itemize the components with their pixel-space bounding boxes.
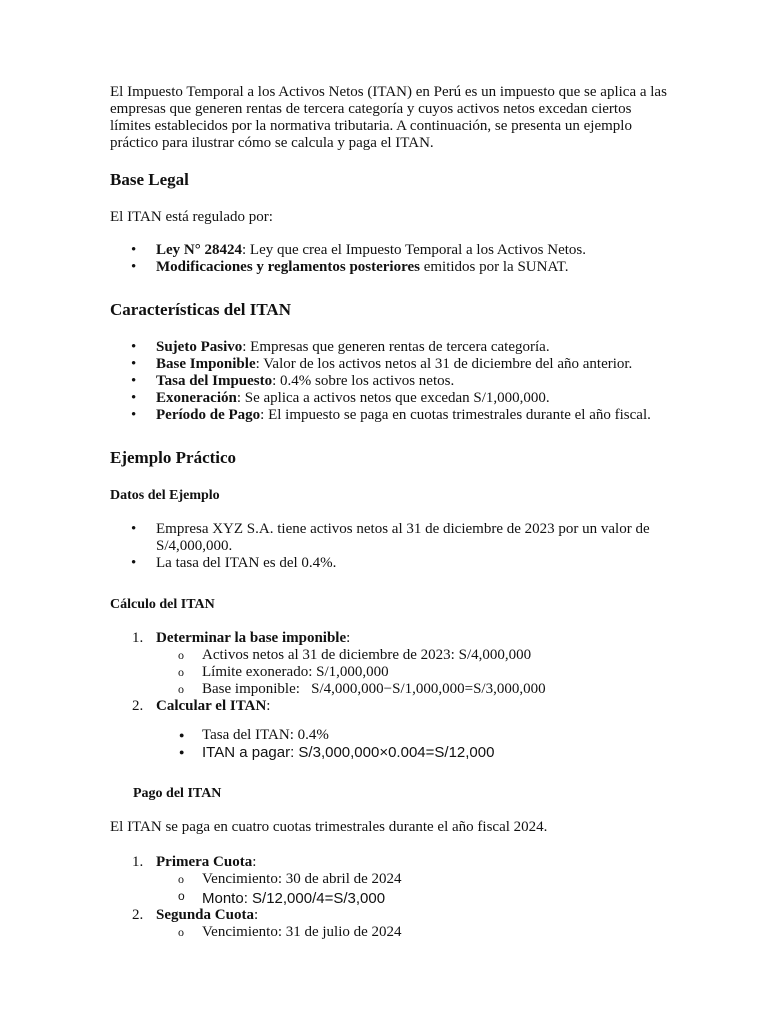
list-item: • Exoneración: Se aplica a activos netos que excedan S/1,000,000. [110, 390, 670, 407]
list-item: • Ley N° 28424: Ley que crea el Impuesto Temporal a los Activos Netos. [110, 242, 670, 259]
sub-item: ● ITAN a pagar: S/3,000,000×0.004=S/12,000 [110, 744, 670, 761]
caracteristicas-heading: Características del ITAN [110, 300, 291, 319]
calculo-heading: Cálculo del ITAN [110, 597, 215, 612]
sub-list [156, 727, 670, 761]
sub-item: ● Tasa del ITAN: 0.4% [110, 727, 670, 744]
list-item: • Modificaciones y reglamentos posteriores emitidos por la SUNAT. [110, 259, 670, 276]
sub-list [156, 647, 670, 698]
sub-list [156, 924, 670, 941]
list-item: • La tasa del ITAN es del 0.4%. [110, 555, 670, 572]
sub-item: o Vencimiento: 30 de abril de 2024 [110, 871, 670, 888]
caracteristicas-list [110, 339, 670, 424]
pago-list [110, 854, 670, 941]
sub-item: o Vencimiento: 31 de julio de 2024 [110, 924, 670, 941]
sub-list [156, 871, 670, 907]
calculo-list [110, 630, 670, 761]
list-item: • Base Imponible: Valor de los activos netos al 31 de diciembre del año anterior. [110, 356, 670, 373]
list-item: • Tasa del Impuesto: 0.4% sobre los activos netos. [110, 373, 670, 390]
document-page [110, 84, 670, 941]
base-legal-list [110, 242, 670, 276]
list-item: 1. Determinar la base imponible: o Activos netos al 31 de diciembre de 2023: S/4,000,000 o Límite exonerado: S/1,000,000 o Base imponible: S/4,000,000−S/1,000,000=S/3,000,000 [110, 630, 670, 698]
list-item: • Período de Pago: El impuesto se paga en cuotas trimestrales durante el año fiscal. [110, 407, 670, 424]
list-item: • Empresa XYZ S.A. tiene activos netos al 31 de diciembre de 2023 por un valor de S/4,000,000. [110, 521, 670, 555]
pago-heading: Pago del ITAN [133, 786, 222, 801]
list-item: • Sujeto Pasivo: Empresas que generen rentas de tercera categoría. [110, 339, 670, 356]
list-item: 2. Segunda Cuota: o Vencimiento: 31 de julio de 2024 [110, 907, 670, 941]
ejemplo-heading: Ejemplo Práctico [110, 448, 237, 467]
base-legal-heading: Base Legal [110, 170, 189, 189]
sub-item: o Activos netos al 31 de diciembre de 2023: S/4,000,000 [110, 647, 670, 664]
datos-heading: Datos del Ejemplo [110, 488, 220, 503]
list-item: 2. Calcular el ITAN: ● Tasa del ITAN: 0.4% ● ITAN a pagar: S/3,000,000×0.004=S/12,000 [110, 698, 670, 761]
datos-list [110, 521, 670, 572]
list-item: 1. Primera Cuota: o Vencimiento: 30 de abril de 2024 o Monto: S/12,000/4=S/3,000 [110, 854, 670, 907]
intro-paragraph: El Impuesto Temporal a los Activos Netos (ITAN) en Perú es un impuesto que se aplica a las empresas que generen rentas de tercera categoría y cuyos activos netos excedan ciertos límites establecidos por la normativa tributaria. A continuación, se presenta un ejemplo práctico para ilustrar cómo se calcula y paga el ITAN. [110, 84, 667, 151]
sub-item: o Límite exonerado: S/1,000,000 [110, 664, 670, 681]
base-legal-lead: El ITAN está regulado por: [110, 209, 273, 225]
sub-item: o Base imponible: S/4,000,000−S/1,000,000=S/3,000,000 [110, 681, 670, 698]
sub-item: o Monto: S/12,000/4=S/3,000 [110, 888, 670, 907]
pago-lead: El ITAN se paga en cuatro cuotas trimestrales durante el año fiscal 2024. [110, 819, 548, 835]
